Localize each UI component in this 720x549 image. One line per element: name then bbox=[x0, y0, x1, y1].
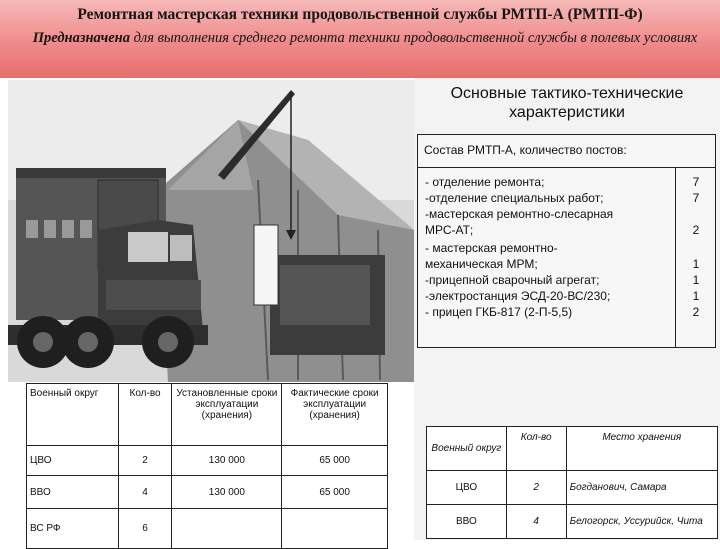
table-cell: 130 000 bbox=[172, 446, 282, 476]
table-cell: 6 bbox=[118, 509, 172, 549]
col-header-qty: Кол-во bbox=[118, 384, 172, 446]
district-table bbox=[26, 383, 388, 549]
table-cell: ЦВО bbox=[27, 446, 119, 476]
table-cell: ВВО bbox=[27, 476, 119, 509]
subtitle-bold: Предназначена bbox=[32, 30, 130, 46]
col-header-actual-terms: Фактические сроки эксплуатации (хранения) bbox=[282, 384, 388, 446]
table-cell: 4 bbox=[118, 476, 172, 509]
composition-item: - прицеп ГКБ-817 (2-П-5,5) bbox=[425, 305, 573, 319]
table-header-row bbox=[27, 384, 388, 446]
truck-photo bbox=[8, 80, 414, 382]
table-cell: ВС РФ bbox=[27, 509, 119, 549]
composition-qty: 1 bbox=[692, 289, 700, 303]
composition-qty: 1 bbox=[692, 257, 700, 271]
table-row bbox=[427, 471, 718, 505]
composition-qty: 1 bbox=[692, 273, 700, 287]
table-cell: Белогорск, Уссурийск, Чита bbox=[566, 505, 717, 539]
composition-item: -отделение специальных работ; bbox=[425, 191, 604, 205]
col-header-district: Военный округ bbox=[27, 384, 119, 446]
table-cell: 65 000 bbox=[282, 446, 388, 476]
composition-item: -мастерская ремонтно-слесарная bbox=[425, 207, 614, 221]
table-row bbox=[27, 509, 388, 549]
col-header-district: Военный округ bbox=[427, 427, 507, 471]
table-cell: 130 000 bbox=[172, 476, 282, 509]
page-subtitle bbox=[20, 30, 710, 47]
composition-qty: 7 bbox=[692, 191, 700, 205]
col-header-qty: Кол-во bbox=[506, 427, 566, 471]
table-cell: 65 000 bbox=[282, 476, 388, 509]
composition-item: - отделение ремонта; bbox=[425, 175, 545, 189]
table-cell bbox=[172, 509, 282, 549]
composition-item: - мастерская ремонтно- bbox=[425, 241, 558, 255]
subtitle-text: для выполнения среднего ремонта техники продовольственной службы в полевых условиях bbox=[129, 30, 698, 46]
table-cell: ЦВО bbox=[427, 471, 507, 505]
col-header-set-terms: Установленные сроки эксплуатации (хранения) bbox=[172, 384, 282, 446]
characteristics-heading: Основные тактико-технические характеристики bbox=[450, 85, 684, 121]
table-cell: 2 bbox=[506, 471, 566, 505]
composition-item: -электростанция ЭСД-20-ВС/230; bbox=[425, 289, 611, 303]
table-row bbox=[427, 505, 718, 539]
table-cell: ВВО bbox=[427, 505, 507, 539]
composition-item: -прицепной сварочный агрегат; bbox=[425, 273, 600, 287]
composition-qty: 2 bbox=[692, 305, 700, 319]
table-header-row bbox=[427, 427, 718, 471]
col-header-storage-place: Место хранения bbox=[566, 427, 717, 471]
composition-item: механическая МРМ; bbox=[425, 257, 538, 271]
table-cell: Богданович, Самара bbox=[566, 471, 717, 505]
composition-box bbox=[417, 134, 716, 348]
table-cell: 4 bbox=[506, 505, 566, 539]
page-title: Ремонтная мастерская техники продовольственной службы РМТП-А (РМТП-Ф) bbox=[77, 6, 643, 23]
composition-qty: 2 bbox=[692, 223, 700, 237]
table-cell bbox=[282, 509, 388, 549]
storage-table bbox=[426, 426, 718, 539]
composition-header: Состав РМТП-А, количество постов: bbox=[424, 143, 627, 157]
composition-item: МРС-АТ; bbox=[425, 223, 474, 237]
table-row bbox=[27, 476, 388, 509]
table-row bbox=[27, 446, 388, 476]
composition-qty: 7 bbox=[692, 175, 700, 189]
table-cell: 2 bbox=[118, 446, 172, 476]
